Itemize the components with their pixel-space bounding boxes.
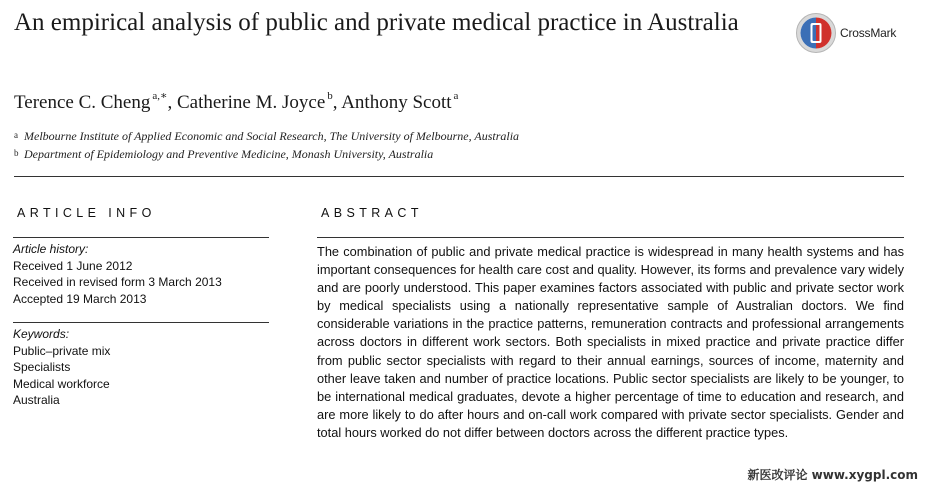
abstract-text: The combination of public and private medical practice is widespread in many health systems and has important consequences for health care cost and quality. However, its forms and prevalence vary widely and are poorly understood. This paper examines factors associated with public and private sector work by medical specialists using a nationally representative sample of Australian doctors. We find considerable variations in the practice patterns, remuneration contracts and professional arrangements across doctors in different work sectors. Both specialists in mixed practice and private practice differ from public sector specialists with regard to their annual earnings, sources of income, maternity and other leave taken and number of practice locations. Public sector specialists are likely to be younger, to be international medical graduates, devote a higher percentage of time to education and research, and are more likely to do after hours and on-call work compared with private sector specialists. Gender and total hours worked do not differ between doctors across the different practice types. xyxy=(317,244,904,440)
header-divider xyxy=(14,176,904,177)
affiliation-item xyxy=(14,127,519,145)
keyword-item: Public–private mix xyxy=(13,343,111,358)
history-received: Received 1 June 2012 xyxy=(13,258,133,273)
abstract-heading: ABSTRACT xyxy=(321,206,423,220)
keywords-divider xyxy=(13,322,269,323)
history-accepted: Accepted 19 March 2013 xyxy=(13,291,147,306)
keyword-item: Medical workforce xyxy=(13,376,110,391)
author-list xyxy=(14,89,458,114)
keyword-item: Specialists xyxy=(13,360,71,374)
article-info-heading: ARTICLE INFO xyxy=(17,206,156,220)
author-separator: , xyxy=(332,92,342,113)
site-watermark: 新医改评论 www.xygpl.com xyxy=(747,468,918,482)
keywords-block xyxy=(13,326,269,409)
affiliation-label: b xyxy=(14,148,19,158)
affiliation-text: Department of Epidemiology and Preventive Medicine, Monash University, Australia xyxy=(24,147,434,161)
author-affiliation-marker: b xyxy=(327,90,333,102)
keyword-item: Australia xyxy=(13,393,60,407)
crossmark-label: CrossMark xyxy=(840,26,897,40)
author-affiliation-marker: a,∗ xyxy=(152,90,168,102)
crossmark-badge[interactable] xyxy=(795,12,896,54)
author-affiliation-marker: a xyxy=(453,90,459,102)
article-history-label: Article history: xyxy=(13,242,89,256)
author-name: Catherine M. Joyce xyxy=(176,92,326,113)
affiliation-text: Melbourne Institute of Applied Economic and Social Research, The University of Melbourne, Australia xyxy=(24,129,520,143)
keywords-label: Keywords: xyxy=(13,327,70,341)
author-name: Anthony Scott xyxy=(341,92,452,113)
author-separator: , xyxy=(167,92,177,113)
abstract-divider xyxy=(317,237,904,238)
affiliation-label: a xyxy=(14,130,18,140)
affiliation-item xyxy=(14,145,519,163)
author-name: Terence C. Cheng xyxy=(14,92,151,113)
affiliation-list xyxy=(14,127,519,163)
article-history xyxy=(13,241,269,307)
article-title: An empirical analysis of public and private medical practice in Australia xyxy=(14,9,739,36)
article-info-divider xyxy=(13,237,269,238)
history-revised: Received in revised form 3 March 2013 xyxy=(13,275,222,289)
crossmark-logo-icon xyxy=(795,12,837,54)
